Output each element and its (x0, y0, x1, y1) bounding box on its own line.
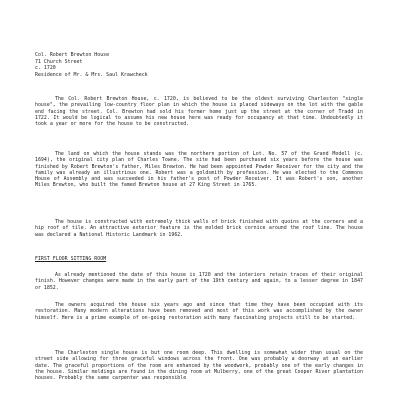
street-address: 71 Church Street (35, 58, 83, 65)
paragraph-intro: The Col. Robert Brewton House, c. 1720, is believed to be the oldest surviving Charleston "single house", the prevailing low-country floor plan in which the house is placed sideways on the lot with the gable end facing the street. Col. Brewton had sold his former home just up the street at the corner of Tradd in 1722. It would be logical to assume his new house here was ready for occupancy at that time. Undoubtedly it took a year or more for the house to be constructed. (35, 96, 363, 128)
paragraph-single-house: The Charleston single house is but one room deep. This dwelling is somewhat wider than usual on the street side allowing for three graceful windows across the front. One was probably a doorway at an earlier date. The graceful proportions of the room are enhanced by the woodwork, probably one of the early changes in the house. Similar moldings are found in the dining room at Mulberry, one of the great Cooper River plantation houses. Probably the same carpenter was responsible (35, 350, 363, 382)
house-name: Col. Robert Brewton House (35, 52, 110, 58)
section-heading: FIRST FLOOR SITTING ROOM (35, 256, 107, 262)
residence-line: Residence of Mr. & Mrs. Saul Krawcheck (35, 71, 148, 78)
paragraph-date: As already mentioned the date of this house is 1720 and the interiors retain traces of their original finish. However changes were made in the early part of the 19th century and again, to a lesser degree in 1847 or 1852. (35, 272, 363, 291)
paragraph-land: The land on which the house stands was the northern portion of Lot. No. 57 of the Grand Modell (c. 1694), the original city plan of Charles Towne. The site had been purchased six years before the house was finished by Robert Brewton's father, Miles Brewton. He had been appointed Powder Receiver for the city and the family was already an illustrious one. Robert was a goldsmith by profession. He was elected to the Commons House of Assembly and was succeeded in his father's post of Powder Receiver. It was Robert's son, another Miles Brewton, who built the famed Brewton house at 27 King Street in 1765. (35, 151, 363, 189)
paragraph-construction: The house is constructed with extremely thick walls of brick finished with quoins at the corners and a hip roof of tile. An attractive exterior feature is the molded brick cornice around the roof line. The house was declared a National Historic Landmark in 1962. (35, 219, 363, 238)
document-header (35, 52, 363, 78)
paragraph-restoration: The owners acquired the house six years ago and since that time they have been occupied with its restoration. Many modern alterations have been removed and most of this work was accomplished by the owner himself. Here is a prime example of on-going restoration with many fascinating projects still to be started. (35, 302, 363, 321)
date-line: c. 1720 (35, 65, 56, 72)
